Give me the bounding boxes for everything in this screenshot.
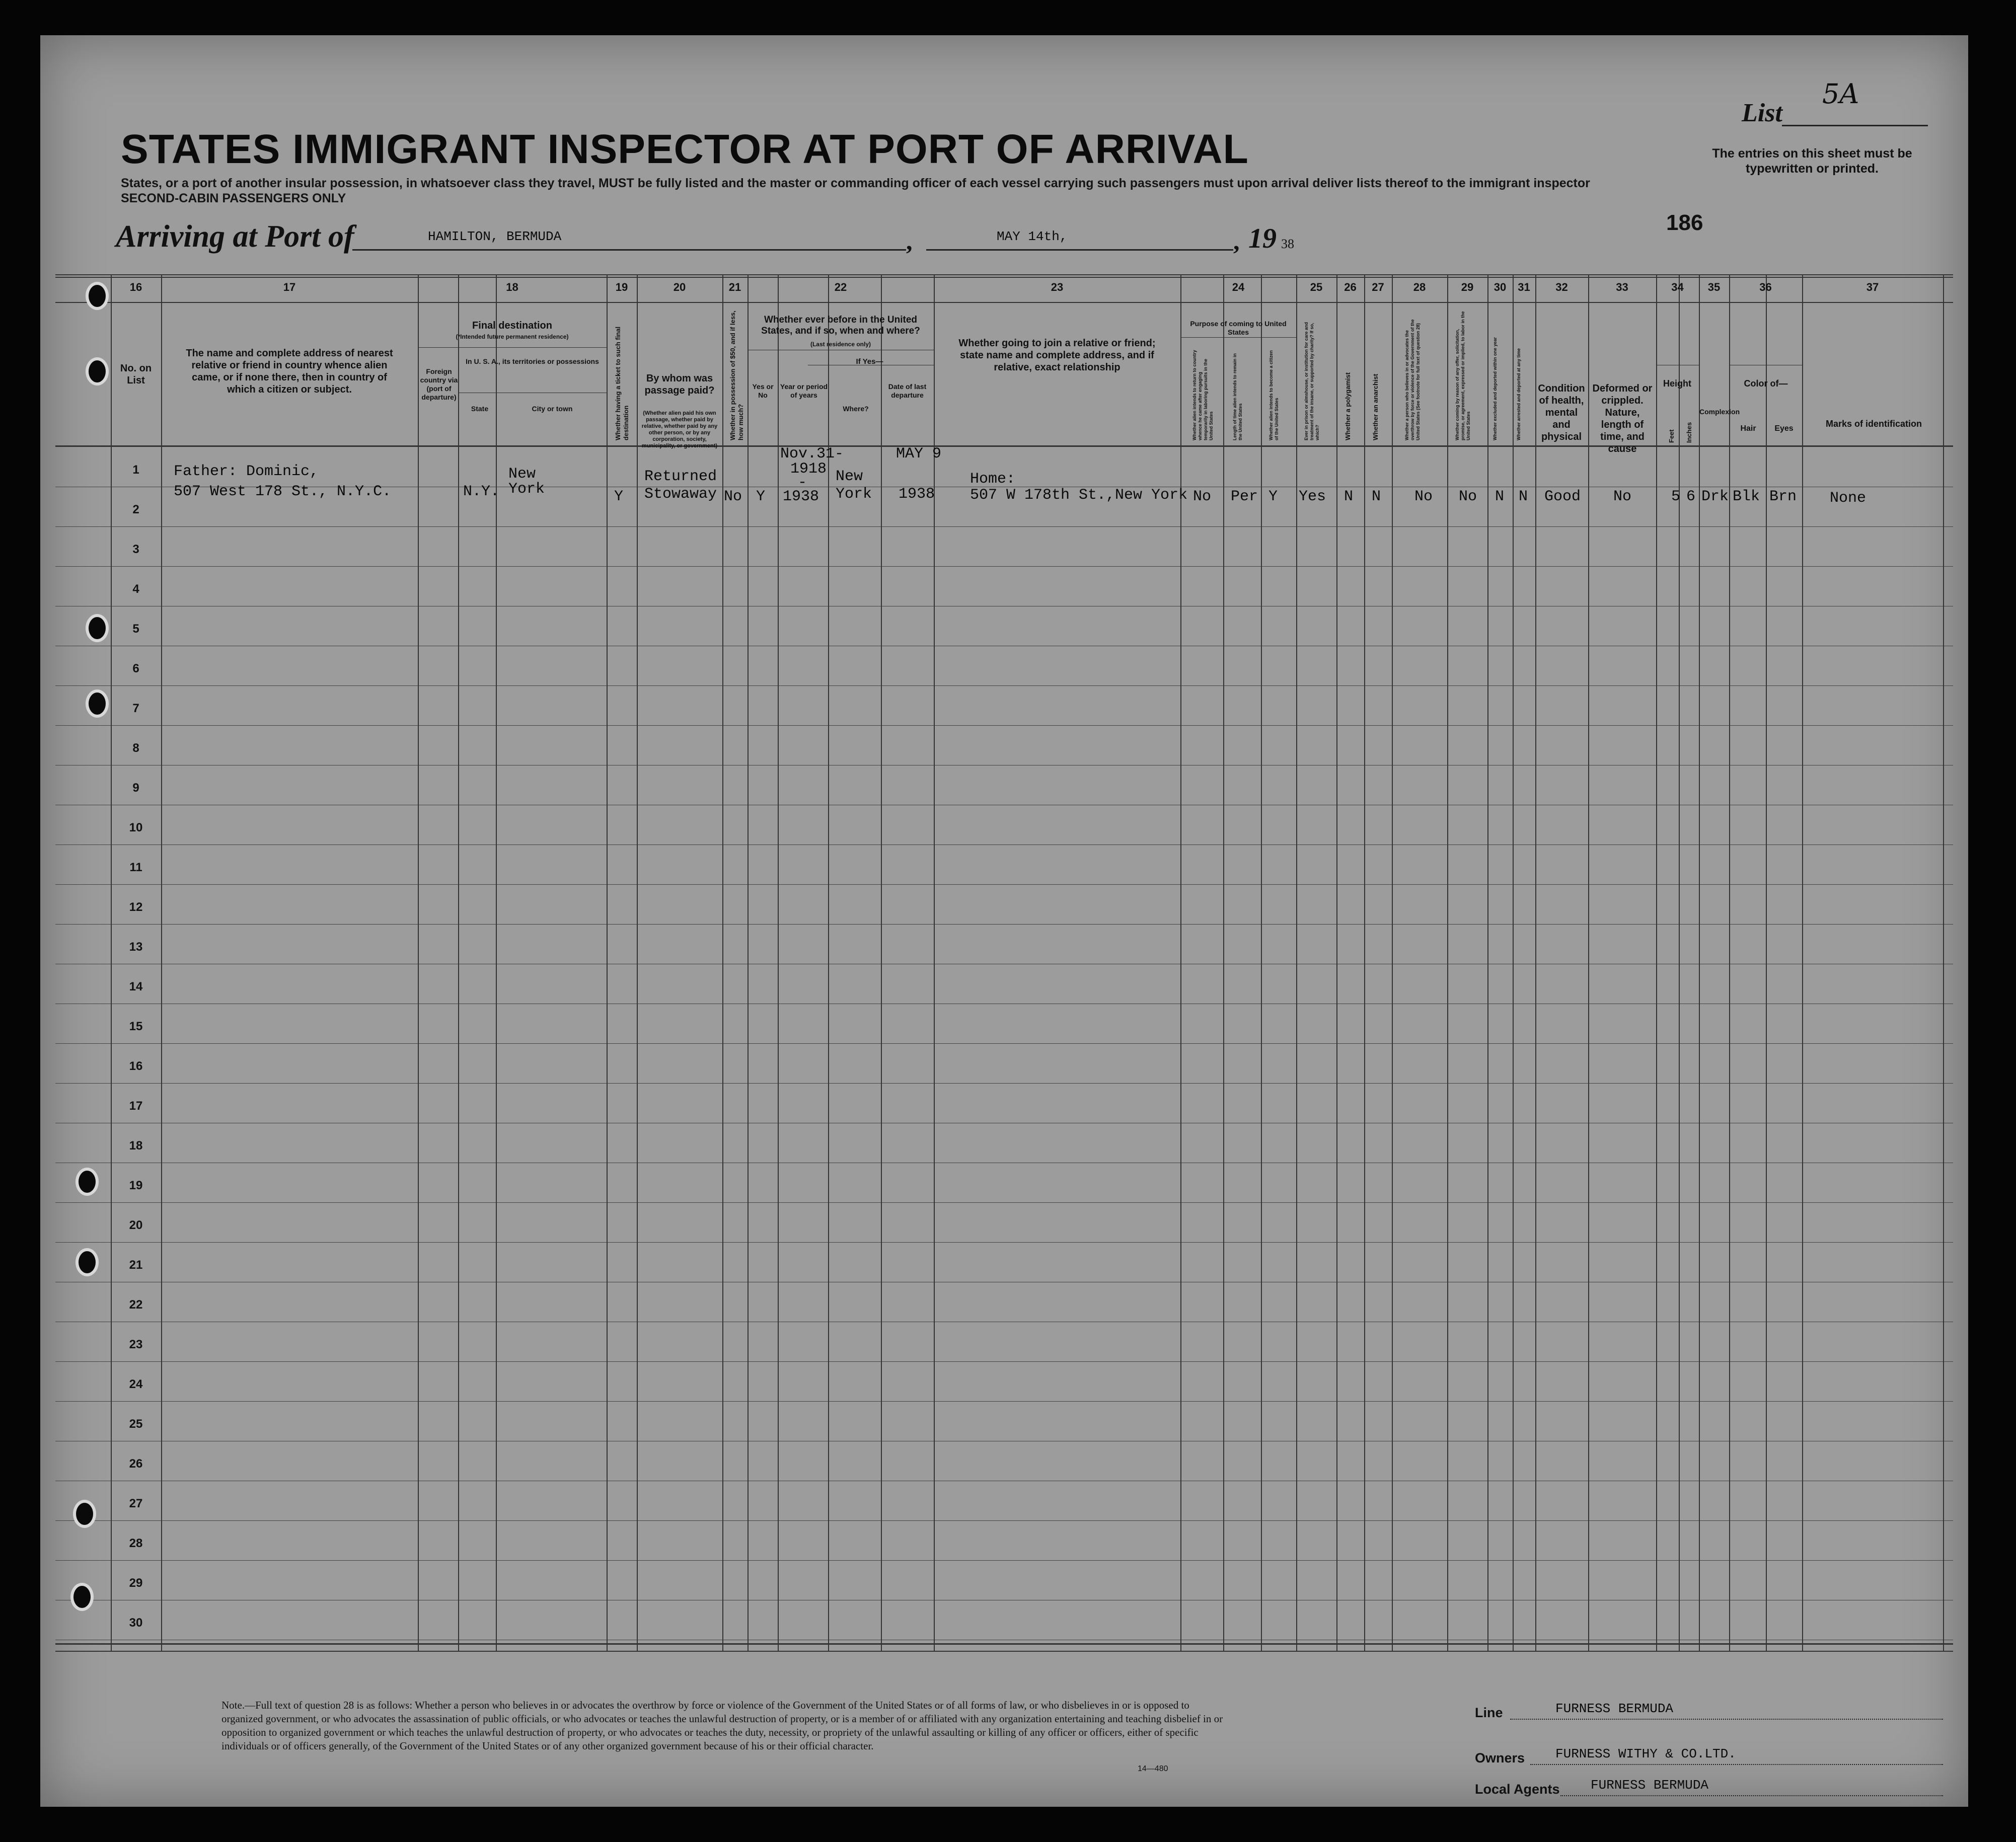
year-prefix: 19 bbox=[1248, 223, 1277, 254]
marks-value: None bbox=[1830, 490, 1866, 507]
date-underline bbox=[926, 249, 1233, 251]
instruction-text: States, or a port of another insular possession, in whatsoever class they travel, MUST be fully listed and the master or commanding officer of each vessel carrying such passengers must upon arrival deliver lists thereof to the immigrant inspector bbox=[121, 176, 1590, 190]
feet-value: 5 bbox=[1671, 488, 1681, 505]
binder-hole bbox=[70, 1583, 94, 1611]
column-number: 27 bbox=[1372, 281, 1384, 293]
header-ticket: Whether having a ticket to such final destination bbox=[614, 326, 630, 440]
arriving-label: Arriving at Port of bbox=[116, 219, 354, 254]
list-label: List bbox=[1742, 99, 1782, 127]
column-rule bbox=[1364, 274, 1365, 1651]
row-rule bbox=[55, 685, 1953, 686]
header-date-departure: Date of last departure bbox=[888, 382, 927, 399]
column-rule bbox=[1802, 274, 1803, 1651]
column-rule bbox=[458, 274, 459, 1651]
line-label: Line bbox=[1475, 1705, 1503, 1720]
agents-underline bbox=[1560, 1795, 1943, 1796]
column-rule bbox=[111, 274, 112, 1651]
column-rule bbox=[418, 274, 419, 1651]
q29-value: No bbox=[1459, 488, 1477, 505]
period-line3: - bbox=[798, 474, 807, 491]
binder-hole bbox=[86, 357, 109, 386]
form-number: 14—480 bbox=[1138, 1764, 1168, 1773]
column-number: 29 bbox=[1461, 281, 1474, 293]
column-number: 18 bbox=[506, 281, 518, 293]
row-number: 1 bbox=[132, 463, 139, 477]
column-number: 28 bbox=[1413, 281, 1426, 293]
row-rule bbox=[55, 1202, 1953, 1203]
row-rule bbox=[55, 1361, 1953, 1362]
destination-city-line1: New bbox=[508, 466, 536, 483]
column-rule bbox=[1513, 274, 1514, 1651]
column-rule bbox=[637, 274, 638, 1651]
row-number: 13 bbox=[129, 940, 143, 954]
destination-city-line2: York bbox=[508, 481, 545, 498]
ever-before-value: Y bbox=[756, 488, 766, 505]
header-hair: Hair bbox=[1740, 424, 1756, 433]
row-rule bbox=[55, 1242, 1953, 1243]
column-rule bbox=[1943, 274, 1944, 1651]
row-number: 24 bbox=[129, 1377, 143, 1391]
port-value: HAMILTON, BERMUDA bbox=[428, 229, 562, 244]
column-rule bbox=[1447, 274, 1448, 1651]
header-condition: Condition of health, mental and physical bbox=[1538, 383, 1585, 442]
column-number: 37 bbox=[1866, 281, 1879, 293]
row-number: 14 bbox=[129, 980, 143, 993]
column-rule bbox=[934, 274, 935, 1651]
header-prison: Ever in prison or almshouse, or institution for care and treatment of the insane, or supported by charity? If so, which? bbox=[1304, 322, 1320, 440]
return-value: No bbox=[1193, 488, 1212, 505]
column-number: 23 bbox=[1051, 281, 1064, 293]
polygamist-value: N bbox=[1344, 488, 1354, 505]
header-q30: Whether excluded and deported within one year bbox=[1492, 337, 1498, 440]
column-number: 24 bbox=[1232, 281, 1245, 293]
column-rule bbox=[1729, 274, 1730, 1651]
column-rule bbox=[722, 274, 723, 1651]
column-rule bbox=[1392, 274, 1393, 1651]
header-feet: Feet bbox=[1668, 429, 1675, 443]
header-inches: Inches bbox=[1685, 422, 1693, 443]
column-rule bbox=[1223, 274, 1224, 1651]
anarchist-value: N bbox=[1372, 488, 1381, 505]
row-number: 23 bbox=[129, 1338, 143, 1351]
header-year-period: Year or period of years bbox=[780, 382, 828, 399]
header-bottom-rule bbox=[55, 445, 1953, 447]
period-line4: 1938 bbox=[783, 488, 819, 505]
row-number: 7 bbox=[132, 702, 139, 715]
row-number: 25 bbox=[129, 1417, 143, 1431]
column-number: 20 bbox=[673, 281, 686, 293]
table-bottom-rule bbox=[55, 1643, 1953, 1645]
row-number: 18 bbox=[129, 1139, 143, 1153]
row-rule bbox=[55, 924, 1953, 925]
ticket-value: Y bbox=[614, 488, 624, 505]
complexion-value: Drk bbox=[1701, 488, 1729, 505]
row-number: 21 bbox=[129, 1258, 143, 1272]
row-number: 29 bbox=[129, 1576, 143, 1590]
port-underline bbox=[352, 249, 906, 251]
column-rule bbox=[1261, 274, 1262, 1651]
row-rule bbox=[55, 1083, 1953, 1084]
column-rule bbox=[778, 274, 779, 1651]
row-rule bbox=[55, 884, 1953, 885]
question-28-footnote: Note.—Full text of question 28 is as follows: Whether a person who believes in or advocates the overthrow by force or violence of the Government of the United States or of all forms of law, or who disbelieves in or is opposed to organized government, or who advocates the assassination of public officials, or who advocates or teaches the unlawful destruction of property, or is a member of or affiliated with any organization entertaining and teaching disbelief in or opposition to organized government or which teaches the unlawful destruction of property, or who advocates or teaches the duty, necessity, or propriety of the unlawful assaulting or killing of any officer or officers, either of specific individuals or of officers generally, of the Government of the United States or of any other organized government because of his or their official character. bbox=[221, 1699, 1223, 1752]
header-purpose-length: Length of time alien intends to remain in the United States bbox=[1232, 353, 1243, 440]
row-number: 16 bbox=[129, 1059, 143, 1073]
manifest-sheet bbox=[40, 35, 1968, 1807]
row-number: 5 bbox=[132, 622, 139, 636]
last-departure-line2: 1938 bbox=[899, 486, 935, 503]
page-title: STATES IMMIGRANT INSPECTOR AT PORT OF ARRIVAL bbox=[121, 126, 1249, 172]
header-q29: Whether coming by reason of any offer, solicitation, promise, or agreement, expressed or implied, to labor in the United States bbox=[1455, 311, 1471, 440]
header-foreign-country: Foreign country via (port of departure) bbox=[420, 367, 458, 401]
table-top-rule bbox=[55, 274, 1953, 275]
row-number: 11 bbox=[129, 861, 142, 874]
row-number: 30 bbox=[129, 1616, 143, 1630]
column-rule bbox=[1487, 274, 1488, 1651]
column-number: 36 bbox=[1759, 281, 1772, 293]
row-number: 9 bbox=[132, 781, 139, 795]
row-number: 26 bbox=[129, 1457, 143, 1471]
join-line1: Home: bbox=[970, 471, 1016, 488]
row-number: 2 bbox=[132, 503, 139, 516]
inches-value: 6 bbox=[1686, 488, 1696, 505]
header-in-usa: In U. S. A., its territories or possessions bbox=[466, 357, 599, 365]
q30-value: N bbox=[1495, 488, 1505, 505]
row-rule bbox=[55, 1520, 1953, 1521]
column-rule bbox=[1766, 274, 1767, 1651]
typewritten-note: The entries on this sheet must be typewritten or printed. bbox=[1712, 146, 1912, 176]
row-number: 15 bbox=[129, 1020, 143, 1033]
header-anarchist: Whether an anarchist bbox=[1372, 373, 1379, 440]
hair-value: Blk bbox=[1733, 488, 1760, 505]
row-number: 3 bbox=[132, 543, 139, 556]
header-city: City or town bbox=[532, 405, 573, 413]
list-number: 5A bbox=[1822, 78, 1859, 110]
header-by-whom: By whom was passage paid? bbox=[644, 373, 715, 396]
row-number: 27 bbox=[129, 1497, 143, 1510]
header-ever-before: Whether ever before in the United States, and if so, when and where? bbox=[761, 315, 920, 336]
row-number: 4 bbox=[132, 582, 139, 596]
comma: , bbox=[906, 227, 913, 255]
owners-value: FURNESS WITHY & CO.LTD. bbox=[1555, 1746, 1736, 1761]
header-purpose: Purpose of coming to United States bbox=[1190, 320, 1287, 336]
destination-state: N.Y. bbox=[463, 483, 500, 500]
column-rule bbox=[748, 274, 749, 1651]
header-sub-rule bbox=[418, 347, 607, 348]
column-number: 19 bbox=[615, 281, 628, 293]
eyes-value: Brn bbox=[1769, 488, 1797, 505]
q31-value: N bbox=[1519, 488, 1528, 505]
agents-value: FURNESS BERMUDA bbox=[1591, 1778, 1709, 1793]
year-suffix: 38 bbox=[1281, 237, 1294, 251]
join-line2: 507 W 178th St.,New York bbox=[970, 487, 1188, 504]
binder-hole bbox=[86, 282, 109, 310]
page-number: 186 bbox=[1666, 210, 1703, 235]
row-rule bbox=[55, 1401, 1953, 1402]
column-number: 33 bbox=[1616, 281, 1628, 293]
column-rule bbox=[496, 274, 497, 1651]
column-number: 31 bbox=[1518, 281, 1530, 293]
binder-hole bbox=[73, 1500, 96, 1528]
header-color-of: Color of— bbox=[1744, 378, 1788, 389]
column-number: 17 bbox=[283, 281, 296, 293]
q28-value: No bbox=[1414, 488, 1433, 505]
header-join-relative: Whether going to join a relative or friend; state name and complete address, and if relative, exact relationship bbox=[958, 338, 1156, 373]
column-rule bbox=[607, 274, 608, 1651]
row-number: 10 bbox=[129, 821, 143, 834]
date-value: MAY 14th, bbox=[997, 229, 1068, 244]
relative-name: Father: Dominic, bbox=[174, 463, 319, 480]
column-rule bbox=[161, 274, 162, 1651]
column-rule bbox=[1588, 274, 1589, 1651]
header-marks: Marks of identification bbox=[1825, 419, 1922, 429]
row-number: 12 bbox=[129, 900, 143, 914]
owners-underline bbox=[1530, 1764, 1943, 1765]
row-number: 17 bbox=[129, 1099, 143, 1113]
period-line1: Nov.31- bbox=[780, 445, 844, 463]
where-line1: New bbox=[836, 468, 863, 485]
column-rule bbox=[1180, 274, 1181, 1651]
binder-hole bbox=[86, 689, 109, 718]
column-number: 16 bbox=[129, 281, 142, 293]
column-rule bbox=[1699, 274, 1700, 1651]
column-number: 22 bbox=[834, 281, 847, 293]
row-number: 22 bbox=[129, 1298, 143, 1312]
list-underline bbox=[1782, 125, 1928, 126]
column-rule bbox=[828, 274, 829, 1651]
owners-label: Owners bbox=[1475, 1750, 1525, 1766]
column-number: 30 bbox=[1494, 281, 1507, 293]
header-final-destination-note: (*Intended future permanent residence) bbox=[456, 333, 569, 340]
header-q31: Whether arrested and deported at any time bbox=[1516, 348, 1521, 440]
money-value: No bbox=[724, 488, 742, 505]
deformed-value: No bbox=[1613, 488, 1632, 505]
column-number: 26 bbox=[1344, 281, 1357, 293]
column-rule bbox=[1679, 274, 1680, 1651]
header-if-yes: If Yes— bbox=[856, 357, 883, 366]
header-by-whom-note: (Whether alien paid his own passage, whether paid by relative, whether paid by any other person, or by any corporation, society, municipality, or government) bbox=[641, 410, 718, 449]
citizen-value: Y bbox=[1268, 488, 1278, 505]
column-rule bbox=[1535, 274, 1536, 1651]
column-number: 34 bbox=[1671, 281, 1684, 293]
paid-by-line2: Stowaway bbox=[644, 486, 717, 503]
column-number: 25 bbox=[1310, 281, 1323, 293]
header-deformed: Deformed or crippled. Nature, length of time, and cause bbox=[1592, 383, 1653, 454]
binder-hole bbox=[76, 1248, 99, 1276]
row-rule bbox=[55, 526, 1953, 527]
row-rule bbox=[55, 1043, 1953, 1044]
header-where: Where? bbox=[843, 405, 869, 413]
relative-address: 507 West 178 St., N.Y.C. bbox=[174, 483, 392, 500]
table-top-rule bbox=[55, 277, 1953, 278]
line-underline bbox=[1510, 1719, 1943, 1720]
header-state: State bbox=[471, 405, 489, 413]
row-number: 19 bbox=[129, 1179, 143, 1192]
cabin-class-text: SECOND-CABIN PASSENGERS ONLY bbox=[121, 191, 346, 205]
line-value: FURNESS BERMUDA bbox=[1555, 1701, 1674, 1716]
header-nearest-relative: The name and complete address of nearest relative or friend in country whence alien came, or if none there, then in country of which a citizen or subject. bbox=[186, 348, 393, 395]
last-departure-line1: MAY 9 bbox=[896, 445, 942, 463]
column-number: 32 bbox=[1555, 281, 1568, 293]
row-number: 28 bbox=[129, 1537, 143, 1550]
column-number: 21 bbox=[728, 281, 741, 293]
table-bottom-rule bbox=[55, 1651, 1953, 1652]
binder-hole bbox=[86, 614, 109, 642]
prison-value: Yes bbox=[1299, 488, 1326, 505]
header-eyes: Eyes bbox=[1774, 424, 1794, 433]
header-possession-50: Whether in possession of $50, and if less, how much? bbox=[729, 311, 744, 440]
binder-hole bbox=[76, 1168, 99, 1196]
row-rule bbox=[55, 566, 1953, 567]
condition-value: Good bbox=[1544, 488, 1581, 505]
header-ever-before-note: (Last residence only) bbox=[810, 341, 871, 348]
agents-label: Local Agents bbox=[1475, 1782, 1560, 1797]
header-height: Height bbox=[1663, 378, 1691, 389]
column-number-rule bbox=[55, 302, 1953, 303]
header-polygamist: Whether a polygamist bbox=[1344, 372, 1352, 440]
header-complexion: Complexion bbox=[1699, 408, 1740, 416]
row-rule bbox=[55, 1560, 1953, 1561]
column-rule bbox=[1336, 274, 1337, 1651]
column-rule bbox=[1656, 274, 1657, 1651]
period-line2: 1918 bbox=[790, 460, 827, 478]
header-purpose-citizen: Whether alien intends to become a citizen of the United States bbox=[1268, 350, 1279, 440]
header-yes-or-no: Yes or No bbox=[752, 382, 774, 399]
paid-by-line1: Returned bbox=[644, 468, 717, 485]
header-sub-rule bbox=[1180, 337, 1296, 338]
header-q28: Whether a person who believes in or advocates the overthrow by force or violence of the Government of the United States (See footnote for full text of question 28) bbox=[1404, 319, 1421, 440]
length-value: Per bbox=[1231, 488, 1258, 505]
where-line2: York bbox=[836, 486, 872, 503]
header-no-on-list: No. on List bbox=[120, 363, 152, 386]
header-purpose-return: Whether alien intends to return to country whence he came after engaging temporarily in laboring pursuits in the United States bbox=[1192, 350, 1214, 440]
row-number: 8 bbox=[132, 741, 139, 755]
comma: , bbox=[1233, 227, 1240, 255]
column-rule bbox=[1296, 274, 1297, 1651]
header-final-destination: Final destination bbox=[472, 320, 552, 331]
column-number: 35 bbox=[1707, 281, 1721, 293]
row-number: 6 bbox=[132, 662, 139, 675]
row-number: 20 bbox=[129, 1218, 143, 1232]
row-rule bbox=[55, 725, 1953, 726]
column-rule bbox=[881, 274, 882, 1651]
